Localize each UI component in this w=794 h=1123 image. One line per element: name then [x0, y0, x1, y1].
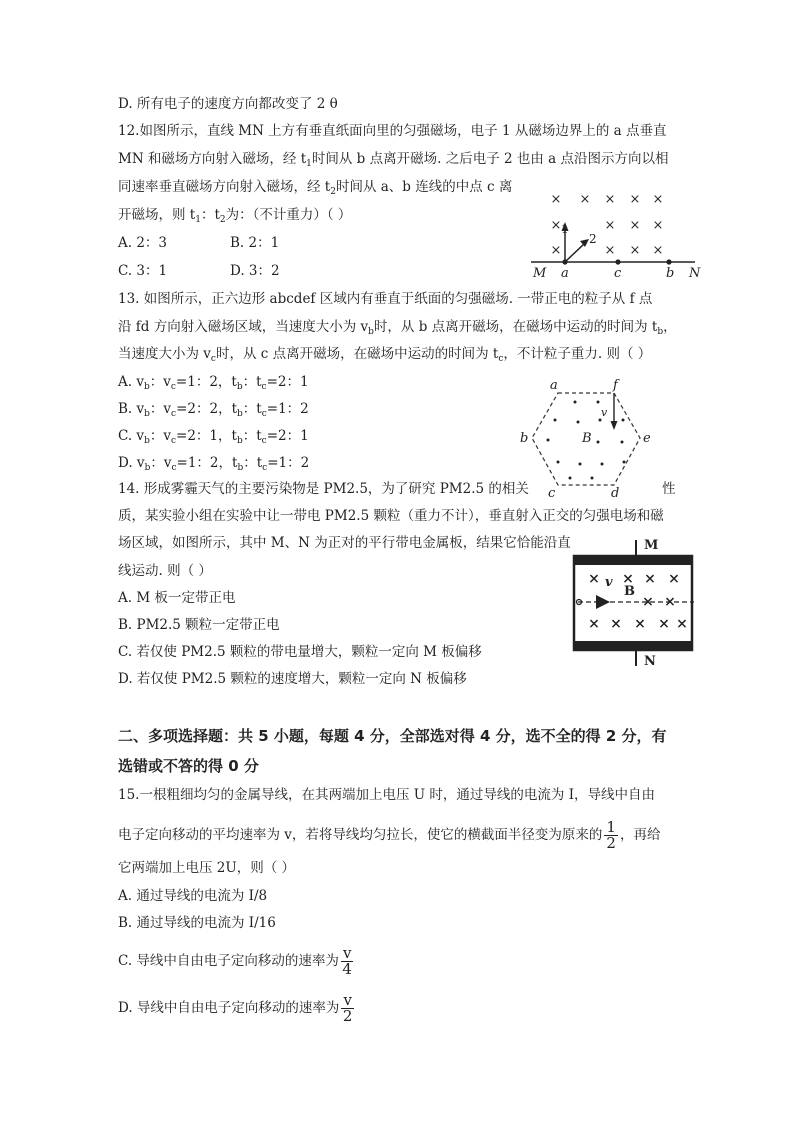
q14-line-1-tail: 性 [662, 481, 676, 497]
q15-line-1: 15.一根粗细均匀的金属导线，在其两端加上电压 U 时，通过导线的电流为 I，导线中自由 [118, 787, 656, 803]
svg-text:×: × [579, 192, 591, 207]
svg-text:×: × [642, 594, 654, 610]
q14-line-2: 质，某实验小组在实验中让一带电 PM2.5 颗粒（重力不计），垂直射入正交的匀强电场和磁 [118, 508, 664, 524]
q13-line-3: 当速度大小为 $v_c$时，从 c 点离开磁场，在磁场中运动的时间为 $t_c$，不计粒子重力. 则（ ） [118, 346, 652, 364]
svg-text:b: b [666, 266, 675, 280]
svg-text:e: e [643, 431, 651, 446]
q13-option-d: D. $v_b$：$v_c=1$：2，$t_b$：$t_c=1$：2 [118, 455, 310, 473]
q13-line-2: 沿 fd 方向射入磁场区域，当速度大小为 $v_b$时，从 b 点离开磁场，在磁场中运动的时间为 $t_b$， [118, 319, 677, 337]
fraction-v-over-2: $\frac{v}{2}$ [342, 991, 353, 1025]
q14-line-1: 14. 形成雾霾天气的主要污染物是 PM2.5，为了研究 PM2.5 的相关 [118, 481, 529, 497]
svg-text:×: × [652, 243, 664, 258]
svg-text:b: b [520, 431, 529, 446]
svg-text:×: × [588, 571, 600, 587]
q15-option-b: B. 通过导线的电流为 I/16 [118, 915, 276, 931]
section-2-heading-line-1: 二、多项选择题：共 5 小题，每题 4 分，全部选对得 4 分，选不全的得 2 分，有 [118, 727, 667, 745]
svg-text:×: × [652, 192, 664, 207]
svg-text:×: × [658, 616, 670, 632]
q14-option-c: C. 若仅使 PM2.5 颗粒的带电量增大，颗粒一定向 M 板偏移 [118, 644, 482, 660]
q14-option-a: A. M 板一定带正电 [118, 590, 236, 606]
svg-text:2: 2 [589, 232, 597, 246]
svg-text:×: × [622, 571, 634, 587]
q12-option-b: B. 2：1 [230, 235, 280, 251]
svg-text:×: × [550, 192, 562, 207]
svg-text:M: M [644, 538, 659, 553]
svg-text:×: × [604, 192, 616, 207]
svg-text:×: × [550, 243, 562, 258]
svg-text:B: B [582, 431, 592, 446]
svg-text:×: × [604, 218, 616, 233]
q13-option-a: A. $v_b$：$v_c=1$：2，$t_b$：$t_c=2$：1 [118, 374, 309, 392]
svg-text:B: B [624, 584, 635, 599]
svg-text:a: a [561, 266, 569, 280]
fraction-v-over-4: $\frac{v}{4}$ [342, 944, 352, 978]
q14-plates-figure [570, 538, 698, 672]
svg-text:×: × [664, 594, 676, 610]
fraction-one-half: $\frac{1}{2}$ [606, 818, 616, 852]
svg-text:c: c [614, 266, 622, 280]
q15-option-d: D. 导线中自由电子定向移动的速率为 $\frac{v}{2}$ [118, 991, 353, 1025]
q15-option-c: C. 导线中自由电子定向移动的速率为 $\frac{v}{4}$ [118, 944, 352, 978]
svg-text:×: × [588, 616, 600, 632]
svg-text:v: v [601, 406, 608, 419]
q14-line-3: 场区域，如图所示，其中 M、N 为正对的平行带电金属板，结果它恰能沿直 [118, 535, 571, 551]
q14-option-d: D. 若仅使 PM2.5 颗粒的速度增大，颗粒一定向 N 板偏移 [118, 671, 467, 687]
svg-text:×: × [629, 218, 641, 233]
q12-line-3: 同速率垂直磁场方向射入磁场，经 $t_2$时间从 a、b 连线的中点 c 离 [118, 179, 513, 197]
svg-text:×: × [610, 616, 622, 632]
q15-option-a: A. 通过导线的电流为 I/8 [118, 888, 268, 904]
q12-line-2: MN 和磁场方向射入磁场，经 $t_1$时间从 b 点离开磁场. 之后电子 2 也由 a 点沿图示方向以相 [118, 151, 669, 169]
q12-option-a: A. 2：3 [118, 235, 168, 251]
q13-line-1: 13. 如图所示，正六边形 abcdef 区域内有垂直于纸面的匀强磁场. 一带正电的粒子从 f 点 [118, 291, 653, 307]
svg-text:v: v [605, 575, 613, 590]
svg-text:×: × [652, 218, 664, 233]
q13-option-c: C. $v_b$：$v_c=2$：1，$t_b$：$t_c=2$：1 [118, 428, 309, 446]
q15-line-2: 电子定向移动的平均速率为 v，若将导线均匀拉长，使它的横截面半径变为原来的 $\frac{1}{2}$ ，再给 [118, 818, 661, 852]
svg-text:×: × [629, 243, 641, 258]
q12-option-c: C. 3：1 [118, 263, 168, 279]
q11-option-d: D. 所有电子的速度方向都改变了 2 θ [118, 96, 338, 112]
q12-option-d: D. 3：2 [230, 263, 280, 279]
q14-line-4: 线运动. 则（ ） [118, 563, 212, 579]
svg-text:N: N [689, 266, 701, 280]
svg-text:×: × [604, 243, 616, 258]
svg-text:×: × [644, 571, 656, 587]
svg-text:M: M [533, 266, 547, 280]
svg-text:f: f [613, 378, 618, 393]
svg-text:×: × [676, 616, 688, 632]
q13-option-b: B. $v_b$：$v_c=2$：2，$t_b$：$t_c=1$：2 [118, 401, 309, 419]
q13-hexagon-figure [510, 378, 660, 500]
section-2-heading-line-2: 选错或不答的得 0 分 [118, 757, 259, 775]
q12-line-1: 12.如图所示，直线 MN 上方有垂直纸面向里的匀强磁场，电子 1 从磁场边界上的 a 点垂直 [118, 123, 667, 139]
svg-text:a: a [550, 378, 558, 393]
svg-text:×: × [629, 192, 641, 207]
svg-text:×: × [668, 571, 680, 587]
svg-text:N: N [644, 654, 656, 669]
svg-text:×: × [550, 218, 562, 233]
q12-line-4: 开磁场，则 $t_1$：$t_2$为：（不计重力）（ ） [118, 207, 352, 225]
q15-line-3: 它两端加上电压 2U，则（ ） [118, 860, 296, 876]
svg-text:d: d [611, 486, 620, 500]
svg-text:c: c [548, 486, 556, 500]
svg-text:1: 1 [561, 222, 569, 236]
svg-text:×: × [634, 616, 646, 632]
q14-option-b: B. PM2.5 颗粒一定带正电 [118, 617, 280, 633]
q12-magnetic-field-figure [525, 188, 705, 280]
